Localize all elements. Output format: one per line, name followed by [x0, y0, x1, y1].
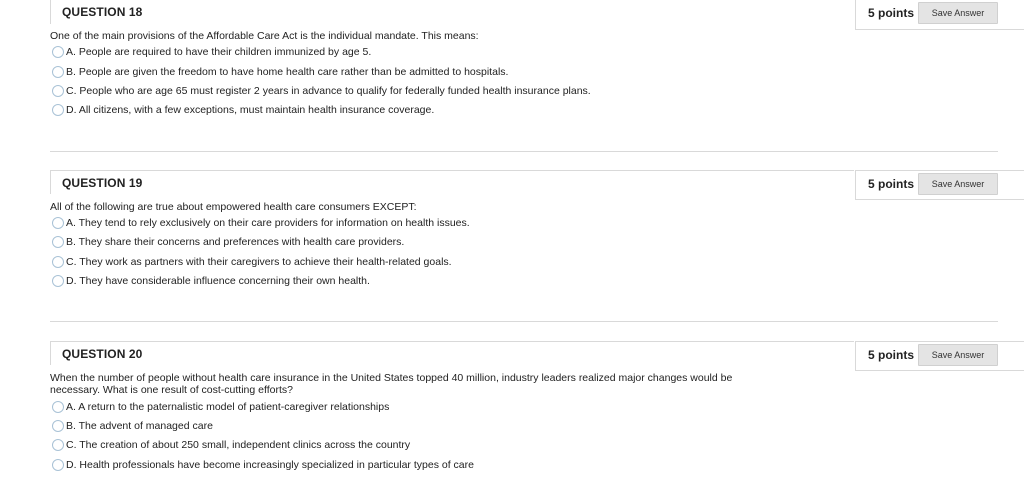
option-label: B. They share their concerns and preferences with health care providers. — [66, 236, 405, 248]
question-header — [50, 0, 854, 24]
radio-button[interactable] — [52, 104, 64, 116]
option-label: D. They have considerable influence concerning their own health. — [66, 275, 370, 287]
answer-option-a[interactable] — [52, 400, 389, 414]
question-title: QUESTION 19 — [62, 176, 143, 190]
question-title: QUESTION 18 — [62, 5, 143, 19]
option-label: A. They tend to rely exclusively on their care providers for information on health issues. — [66, 217, 470, 229]
option-label: B. The advent of managed care — [66, 420, 213, 432]
question-header — [50, 341, 854, 365]
question-side-panel — [855, 0, 1024, 30]
radio-button[interactable] — [52, 420, 64, 432]
points-label: 5 points — [868, 177, 915, 191]
radio-button[interactable] — [52, 236, 64, 248]
points-label: 5 points — [868, 6, 915, 20]
question-title: QUESTION 20 — [62, 347, 143, 361]
question-divider — [50, 151, 998, 152]
save-answer-button[interactable]: Save Answer — [918, 173, 998, 195]
radio-button[interactable] — [52, 275, 64, 287]
radio-button[interactable] — [52, 66, 64, 78]
question-text: All of the following are true about empowered health care consumers EXCEPT: — [50, 201, 417, 213]
answer-option-a[interactable] — [52, 216, 470, 230]
answer-option-c[interactable] — [52, 84, 591, 98]
option-label: C. They work as partners with their caregivers to achieve their health-related goals. — [66, 256, 452, 268]
save-answer-button[interactable]: Save Answer — [918, 344, 998, 366]
answer-option-d[interactable] — [52, 458, 474, 472]
radio-button[interactable] — [52, 85, 64, 97]
question-side-panel — [855, 170, 1024, 200]
option-label: C. People who are age 65 must register 2 years in advance to qualify for federally funded health insurance plans. — [66, 85, 591, 97]
question-header — [50, 170, 854, 194]
points-label: 5 points — [868, 348, 915, 362]
answer-option-a[interactable] — [52, 45, 371, 59]
radio-button[interactable] — [52, 256, 64, 268]
answer-option-d[interactable] — [52, 274, 370, 288]
question-side-panel — [855, 341, 1024, 371]
question-divider — [50, 321, 998, 322]
option-label: A. A return to the paternalistic model of patient-caregiver relationships — [66, 401, 390, 413]
answer-option-d[interactable] — [52, 103, 434, 117]
radio-button[interactable] — [52, 401, 64, 413]
question-text: One of the main provisions of the Affordable Care Act is the individual mandate. This means: — [50, 30, 479, 42]
option-label: C. The creation of about 250 small, independent clinics across the country — [66, 439, 411, 451]
option-label: D. Health professionals have become increasingly specialized in particular types of care — [66, 459, 474, 471]
option-label: A. People are required to have their children immunized by age 5. — [66, 46, 372, 58]
radio-button[interactable] — [52, 46, 64, 58]
answer-option-b[interactable] — [52, 65, 508, 79]
answer-option-c[interactable] — [52, 438, 410, 452]
save-answer-button[interactable]: Save Answer — [918, 2, 998, 24]
answer-option-b[interactable] — [52, 235, 404, 249]
answer-option-b[interactable] — [52, 419, 213, 433]
radio-button[interactable] — [52, 217, 64, 229]
option-label: B. People are given the freedom to have home health care rather than be admitted to hospitals. — [66, 66, 509, 78]
question-text: When the number of people without health care insurance in the United States topped 40 million, industry leaders realized major changes would be necessary. What is one result of cost-cutting efforts? — [50, 372, 733, 396]
radio-button[interactable] — [52, 459, 64, 471]
answer-option-c[interactable] — [52, 255, 452, 269]
option-label: D. All citizens, with a few exceptions, must maintain health insurance coverage. — [66, 104, 435, 116]
radio-button[interactable] — [52, 439, 64, 451]
